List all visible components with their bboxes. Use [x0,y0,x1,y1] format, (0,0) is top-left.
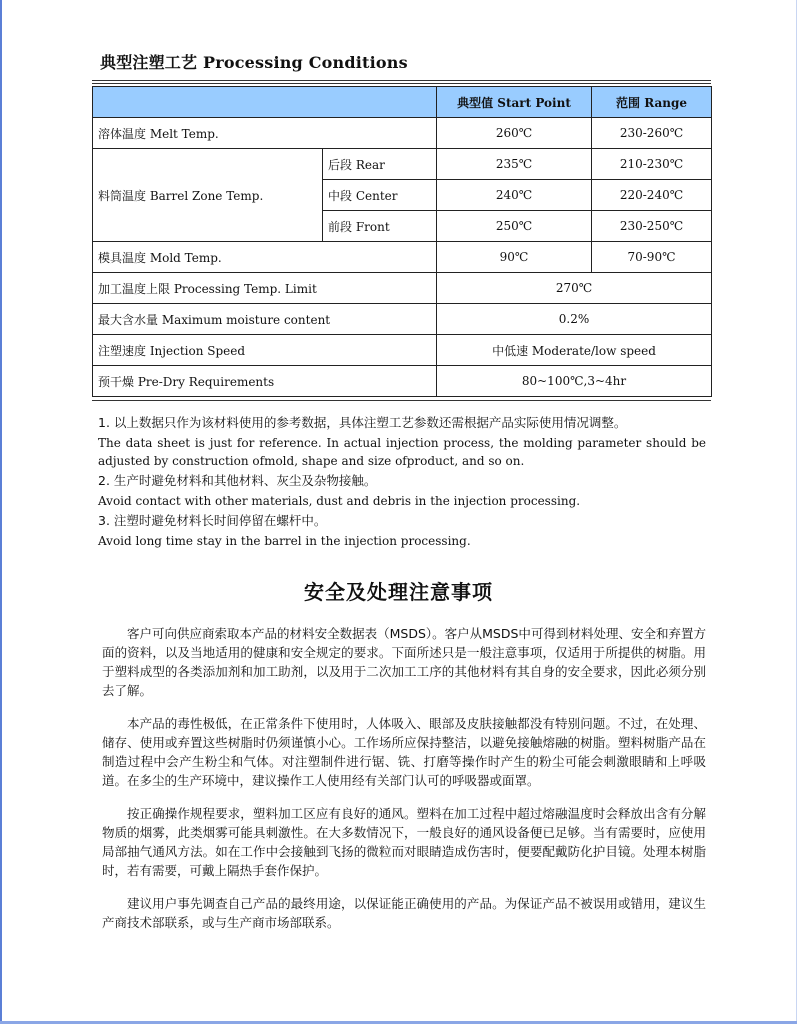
paragraph: 按正确操作规程要求，塑料加工区应有良好的通风。塑料在加工过程中超过熔融温度时会释放出含有分解物质的烟雾，此类烟雾可能具刺激性。在大多数情况下，一般良好的通风设备便已足够。当有需要时，应使用局部抽气通风方法。如在工作中会接触到飞扬的微粒而对眼睛造成伤害时，便要配戴防化护目镜。处理本树脂时，若有需要，可戴上隔热手套作保护。 [102,806,706,878]
table-header-row [93,87,712,118]
table-row [93,304,712,335]
header-blank-cell [93,87,437,118]
row-label: 注塑速度 Injection Speed [93,335,437,366]
zone-label: 前段 Front [323,211,437,242]
merged-value: 270℃ [437,273,712,304]
table-row [93,149,712,180]
note-en: The data sheet is just for reference. In actual injection process, the molding parameter should be adjusted by construction ofmold, shape and size ofproduct, and so on. [98,436,706,468]
merged-value: 80~100℃,3~4hr [437,366,712,397]
note-cn: 3. 注塑时避免材料长时间停留在螺杆中。 [98,513,327,528]
page-left-border [0,0,2,1024]
start-value: 250℃ [437,211,592,242]
range-value: 70-90℃ [592,242,712,273]
table-row [93,242,712,273]
range-value: 230-260℃ [592,118,712,149]
note-en: Avoid contact with other materials, dust and debris in the injection processing. [98,494,581,508]
row-label: 加工温度上限 Processing Temp. Limit [93,273,437,304]
merged-value: 0.2% [437,304,712,335]
table-bottom-rule [92,400,711,401]
start-value: 260℃ [437,118,592,149]
title-rule [92,83,711,84]
header-start-point: 典型值 Start Point [437,87,592,118]
table-row [93,366,712,397]
range-value: 210-230℃ [592,149,712,180]
range-value: 220-240℃ [592,180,712,211]
header-range: 范围 Range [592,87,712,118]
row-label: 最大含水量 Maximum moisture content [93,304,437,335]
section-title: 典型注塑工艺 Processing Conditions [100,53,408,72]
safety-title: 安全及处理注意事项 [304,580,493,604]
merged-value: 中低速 Moderate/low speed [437,335,712,366]
paragraph: 客户可向供应商索取本产品的材料安全数据表（MSDS）。客户从MSDS中可得到材料处理、安全和弃置方面的资料，以及当地适用的健康和安全规定的要求。下面所述只是一般注意事项，仅适用于所提供的树脂。用于塑料成型的各类添加剂和加工助剂，以及用于二次加工工序的其他材料有其自身的安全要求，因此必须分别去了解。 [102,626,706,698]
paragraph: 建议用户事先调查自己产品的最终用途，以保证能正确使用的产品。为保证产品不被误用或错用，建议生产商技术部联系，或与生产商市场部联系。 [102,896,706,930]
zone-label: 中段 Center [323,180,437,211]
processing-conditions-table [92,86,712,397]
note-cn: 2. 生产时避免材料和其他材料、灰尘及杂物接触。 [98,473,377,488]
table-row [93,118,712,149]
table-row [93,335,712,366]
row-label: 模具温度 Mold Temp. [93,242,437,273]
range-value: 230-250℃ [592,211,712,242]
start-value: 240℃ [437,180,592,211]
start-value: 235℃ [437,149,592,180]
row-label: 料筒温度 Barrel Zone Temp. [93,149,323,242]
title-rule [92,80,711,81]
note-en: Avoid long time stay in the barrel in the injection processing. [98,534,471,548]
zone-label: 后段 Rear [323,149,437,180]
notes-section [98,414,706,552]
row-label: 预干燥 Pre-Dry Requirements [93,366,437,397]
note-cn: 1. 以上数据只作为该材料使用的参考数据，具体注塑工艺参数还需根据产品实际使用情况调整。 [98,415,627,430]
safety-paragraphs [102,624,706,946]
row-label: 溶体温度 Melt Temp. [93,118,437,149]
start-value: 90℃ [437,242,592,273]
table-row [93,273,712,304]
paragraph: 本产品的毒性极低，在正常条件下使用时，人体吸入、眼部及皮肤接触都没有特别问题。不过，在处理、储存、使用或弃置这些树脂时仍须谨慎小心。工作场所应保持整洁，以避免接触熔融的树脂。塑料树脂产品在制造过程中会产生粉尘和气体。对注塑制件进行锯、铣、打磨等操作时产生的粉尘可能会刺激眼睛和上呼吸道。在多尘的生产环境中，建议操作工人使用经有关部门认可的呼吸器或面罩。 [102,716,706,788]
